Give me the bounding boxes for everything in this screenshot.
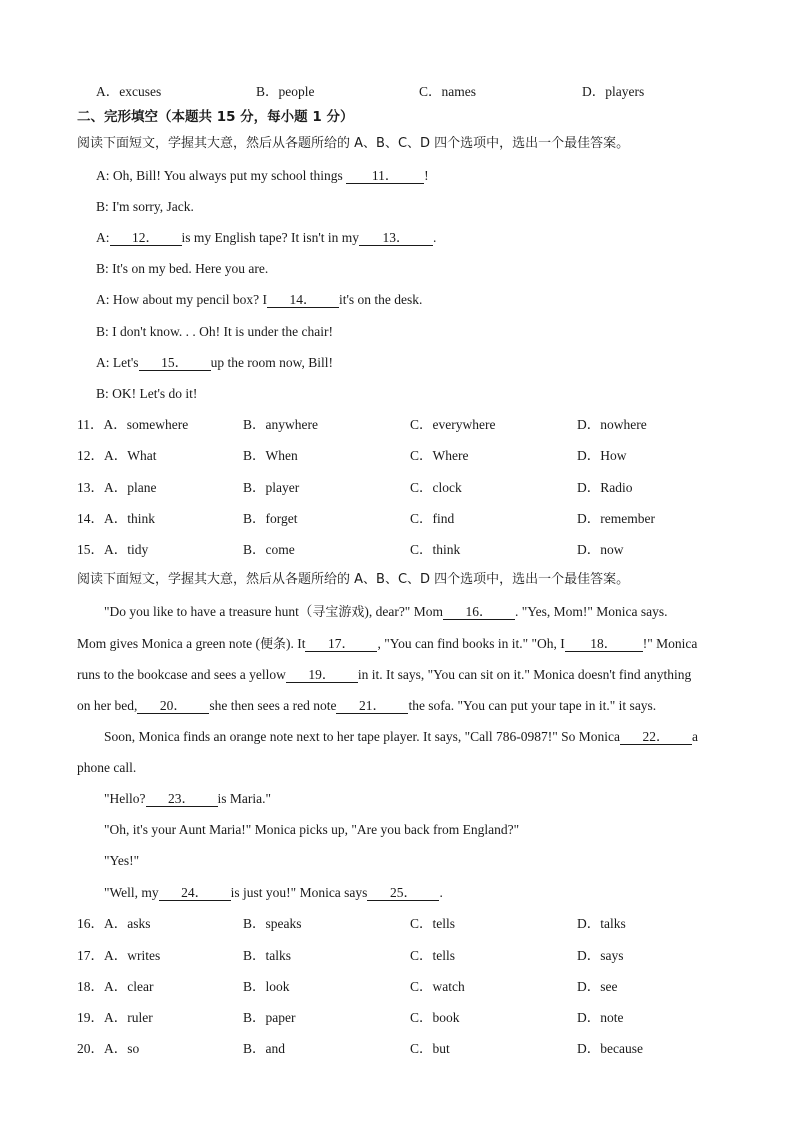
q19-option-a: 19．A．ruler xyxy=(77,1010,153,1025)
q19-option-b: B．paper xyxy=(243,1010,296,1025)
q17-option-c: C．tells xyxy=(410,948,456,963)
option-a-prev: A．excuses xyxy=(96,84,162,99)
passage-text: runs to the bookcase and sees a yellow xyxy=(77,667,286,682)
blank-21: 21． xyxy=(336,698,408,714)
q18-option-d: D．see xyxy=(577,979,618,994)
dialogue-line-7 xyxy=(96,354,333,372)
q11-option-a: 11．A．somewhere xyxy=(77,417,189,432)
option-b-prev: B．people xyxy=(256,84,315,99)
dialogue-text: up the room now, Bill! xyxy=(210,355,334,370)
dialogue-line-8 xyxy=(96,385,197,403)
passage-line-5 xyxy=(104,728,698,746)
blank-18: 18． xyxy=(565,636,643,652)
q11-option-d: D．nowhere xyxy=(577,417,647,432)
blank-19: 19． xyxy=(286,667,358,683)
q14-option-b: B．forget xyxy=(243,511,298,526)
q20-option-d: D．because xyxy=(577,1041,643,1056)
q20-option-a: 20．A．so xyxy=(77,1041,140,1056)
q13-option-a: 13．A．plane xyxy=(77,480,157,495)
q14-option-d: D．remember xyxy=(577,511,655,526)
dialogue-text: B: OK! Let's do it! xyxy=(96,386,198,401)
q15-option-c: C．think xyxy=(410,542,461,557)
q16-option-c: C．tells xyxy=(410,916,456,931)
passage-text: , "You can find books in it." "Oh, I xyxy=(377,636,565,651)
blank-17: 17． xyxy=(305,636,377,652)
q20-option-c: C．but xyxy=(410,1041,450,1056)
q13-option-c: C．clock xyxy=(410,480,462,495)
passage-line-7 xyxy=(104,790,271,808)
passage-text: a xyxy=(692,729,699,744)
passage-text: is Maria." xyxy=(217,791,271,806)
passage-chinese-gloss: 寻宝游戏 xyxy=(312,605,365,620)
q14-option-a: 14．A．think xyxy=(77,511,156,526)
dialogue-line-4 xyxy=(96,260,268,278)
q20-option-b: B．and xyxy=(243,1041,285,1056)
passage-text: "Well, my xyxy=(104,885,159,900)
passage-text: in it. It says, "You can sit on it." Monica doesn't find anything xyxy=(357,667,692,682)
dialogue-line-2 xyxy=(96,198,194,216)
blank-20: 20． xyxy=(137,698,209,714)
blank-16: 16． xyxy=(443,604,515,620)
passage-text: ). It xyxy=(285,636,306,651)
dialogue-text: B: I don't know. . . Oh! It is under the chair! xyxy=(96,324,334,339)
passage-line-6: phone call. xyxy=(77,760,137,775)
passage-text: !" Monica xyxy=(642,636,698,651)
passage-text: on her bed, xyxy=(77,698,138,713)
dialogue-text: it's on the desk. xyxy=(338,292,423,307)
q15-option-d: D．now xyxy=(577,542,624,557)
dialogue-line-1 xyxy=(96,167,429,185)
passage-text: "Do you like to have a treasure hunt（ xyxy=(104,604,313,619)
passage-text: . xyxy=(439,885,443,900)
dialogue-text: . xyxy=(433,230,437,245)
passage-text: is just you!" Monica says xyxy=(230,885,368,900)
dialogue-text: is my English tape? It isn't in my xyxy=(181,230,360,245)
q19-option-d: D．note xyxy=(577,1010,624,1025)
q11-option-c: C．everywhere xyxy=(410,417,496,432)
dialogue-text: A: Let's xyxy=(96,355,139,370)
option-d-prev: D．players xyxy=(582,84,645,99)
section-heading: 二、完形填空（本题共 15 分，每小题 1 分） xyxy=(77,109,354,125)
passage-line-10 xyxy=(104,884,443,902)
section-instruction: 阅读下面短文，学握其大意，然后从各题所给的 A、B、C、D 四个选项中，选出一个最佳答案。 xyxy=(77,136,630,151)
dialogue-line-3 xyxy=(96,229,436,247)
dialogue-line-5 xyxy=(96,291,422,309)
dialogue-text: A: How about my pencil box? I xyxy=(96,292,267,307)
q19-option-c: C．book xyxy=(410,1010,460,1025)
q15-option-a: 15．A．tidy xyxy=(77,542,149,557)
blank-13: 13． xyxy=(359,230,433,246)
passage-line-1 xyxy=(104,603,667,622)
passage-line-9: "Yes!" xyxy=(104,853,140,868)
passage-line-2 xyxy=(77,635,697,654)
passage-chinese-gloss: 便条 xyxy=(259,637,286,652)
q18-option-b: B．look xyxy=(243,979,290,994)
option-c-prev: C．names xyxy=(419,84,476,99)
blank-25: 25． xyxy=(367,885,439,901)
dialogue-text: B: It's on my bed. Here you are. xyxy=(96,261,269,276)
dialogue-text: A: Oh, Bill! You always put my school things xyxy=(96,168,347,183)
dialogue-text: B: I'm sorry, Jack. xyxy=(96,199,194,214)
q16-option-b: B．speaks xyxy=(243,916,302,931)
passage-text: Mom gives Monica a green note ( xyxy=(77,636,260,651)
q17-option-a: 17．A．writes xyxy=(77,948,161,963)
passage-line-3 xyxy=(77,666,691,684)
blank-11: 11． xyxy=(346,168,424,184)
q13-option-b: B．player xyxy=(243,480,300,495)
q18-option-a: 18．A．clear xyxy=(77,979,154,994)
dialogue-text: A: xyxy=(96,230,110,245)
q13-option-d: D．Radio xyxy=(577,480,633,495)
q11-option-b: B．anywhere xyxy=(243,417,318,432)
passage-text: Soon, Monica finds an orange note next to her tape player. It says, "Call 786-0987!" So Monica xyxy=(104,729,621,744)
q15-option-b: B．come xyxy=(243,542,295,557)
passage-text: she then sees a red note xyxy=(209,698,337,713)
q17-option-d: D．says xyxy=(577,948,624,963)
blank-12: 12． xyxy=(110,230,182,246)
q16-option-d: D．talks xyxy=(577,916,626,931)
dialogue-text: ! xyxy=(424,168,429,183)
q12-option-b: B．When xyxy=(243,448,298,463)
passage-instruction: 阅读下面短文，学握其大意，然后从各题所给的 A、B、C、D 四个选项中，选出一个最佳答案。 xyxy=(77,572,630,587)
passage-text: . "Yes, Mom!" Monica says. xyxy=(514,604,668,619)
passage-line-4 xyxy=(77,697,656,715)
passage-line-8: "Oh, it's your Aunt Maria!" Monica picks up, "Are you back from England?" xyxy=(104,822,520,837)
q12-option-c: C．Where xyxy=(410,448,469,463)
passage-text: ), dear?" Mom xyxy=(364,604,443,619)
passage-text: "Hello? xyxy=(104,791,146,806)
q12-option-d: D．How xyxy=(577,448,627,463)
q18-option-c: C．watch xyxy=(410,979,465,994)
dialogue-line-6 xyxy=(96,323,333,341)
q12-option-a: 12．A．What xyxy=(77,448,157,463)
q14-option-c: C．find xyxy=(410,511,455,526)
q16-option-a: 16．A．asks xyxy=(77,916,151,931)
blank-15: 15． xyxy=(139,355,211,371)
blank-22: 22． xyxy=(620,729,692,745)
blank-14: 14． xyxy=(267,292,339,308)
blank-23: 23． xyxy=(146,791,218,807)
passage-text: the sofa. "You can put your tape in it." it says. xyxy=(408,698,657,713)
q17-option-b: B．talks xyxy=(243,948,292,963)
blank-24: 24． xyxy=(159,885,231,901)
